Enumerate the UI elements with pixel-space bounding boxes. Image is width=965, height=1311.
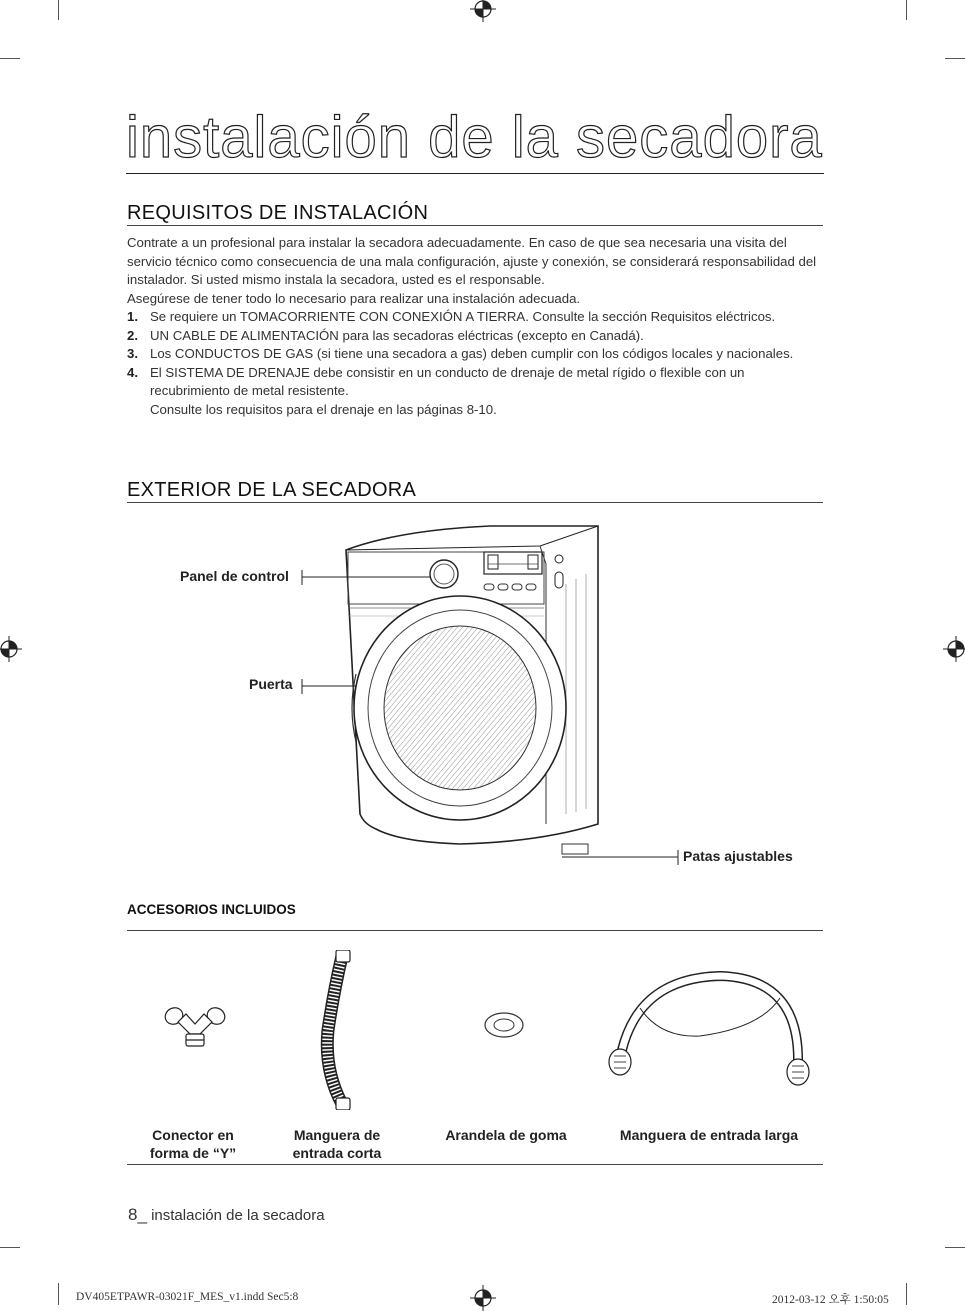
- list-item-text: Los CONDUCTOS DE GAS (si tiene una secadora a gas) deben cumplir con los códigos locales y nacionales.: [150, 346, 794, 361]
- list-item-number: 2.: [127, 327, 138, 343]
- accessory-label-line: Manguera de entrada larga: [619, 1127, 799, 1143]
- long-inlet-hose-icon: [600, 968, 820, 1088]
- list-item-number: 1.: [127, 309, 138, 324]
- callout-control-panel: Panel de control: [180, 568, 289, 584]
- callout-door: Puerta: [249, 676, 293, 692]
- list-item-text: Se requiere un TOMACORRIENTE CON CONEXIÓN A TIERRA. Consulte la sección Requisitos eléctricos.: [150, 309, 776, 324]
- list-item-text: El SISTEMA DE DRENAJE debe consistir en un conducto de drenaje de metal rígido o flexible con un recubrimiento de metal resistente.: [150, 364, 745, 398]
- y-connector-icon: [160, 1000, 230, 1054]
- section-heading-dryer-exterior: EXTERIOR DE LA SECADORA: [127, 479, 823, 503]
- accessory-label-line: forma de “Y”: [149, 1145, 237, 1161]
- accessory-label-line: Arandela de goma: [445, 1127, 567, 1143]
- footer-label: instalación de la secadora: [146, 1207, 325, 1224]
- accessory-label-line: entrada corta: [292, 1145, 382, 1161]
- page-number: 8_: [128, 1205, 147, 1224]
- intro-paragraph: Contrate a un profesional para instalar la secadora adecuadamente. En caso de que sea necesaria una visita del servicio técnico como consecuencia de una mala configuración, ajuste y conexión, se considerará responsabilidad del instalador. Si usted mismo instala la secadora, usted es el responsable.: [127, 235, 817, 287]
- accessory-label-long-hose: [604, 1126, 814, 1144]
- short-inlet-hose-icon: [312, 950, 362, 1110]
- accessory-label-washer: [428, 1126, 584, 1144]
- callout-adjustable-feet: Patas ajustables: [683, 848, 793, 864]
- accessory-label-y-connector: [128, 1126, 258, 1162]
- print-slug-right: 2012-03-12 오후 1:50:05: [772, 1294, 889, 1306]
- accessory-label-line: Conector en: [152, 1127, 234, 1143]
- accessory-label-short-hose: [272, 1126, 402, 1162]
- rubber-washer-icon: [482, 1010, 526, 1040]
- accessory-label-line: Manguera de: [293, 1127, 381, 1143]
- print-slug-left: DV405ETPAWR-03021F_MES_v1.indd Sec5:8: [76, 1291, 299, 1303]
- page-footer: [128, 1205, 325, 1225]
- page-title: instalación de la secadora: [126, 103, 824, 174]
- accessories-bottom-rule: [127, 1164, 823, 1165]
- list-item-text: UN CABLE DE ALIMENTACIÓN para las secadoras eléctricas (excepto en Canadá).: [150, 327, 644, 343]
- list-item-number: 3.: [127, 346, 138, 361]
- intro-paragraph-2: Asegúrese de tener todo lo necesario para realizar una instalación adecuada.: [127, 290, 581, 306]
- list-item-number: 4.: [127, 364, 138, 380]
- section-heading-installation-requirements: REQUISITOS DE INSTALACIÓN: [127, 202, 823, 226]
- accessories-heading: ACCESORIOS INCLUIDOS: [127, 902, 823, 931]
- list-item-extra: Consulte los requisitos para el drenaje en las páginas 8-10.: [150, 401, 497, 417]
